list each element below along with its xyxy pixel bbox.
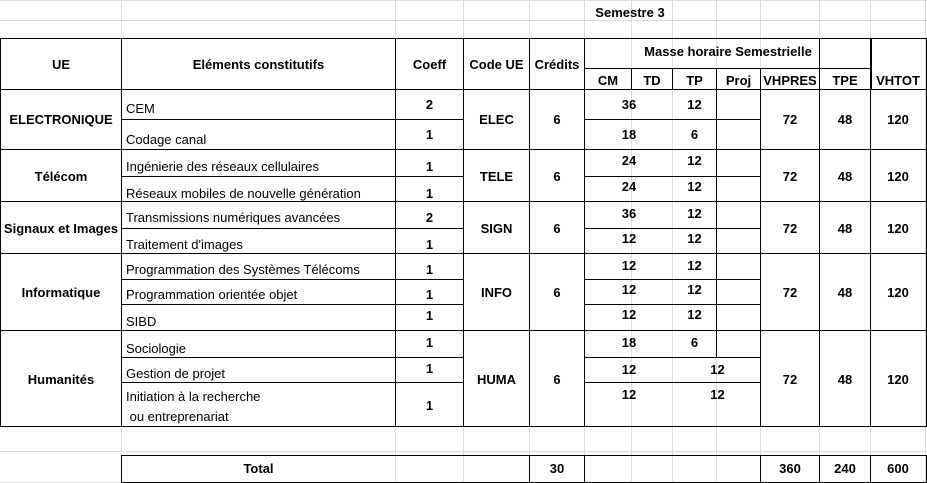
code-ue: ELEC [479,112,514,127]
total-tpe: 240 [834,460,856,476]
element-name: Réseaux mobiles de nouvelle génération [126,185,361,201]
gridline [0,451,927,452]
table-border [584,382,761,383]
element-name: Traitement d'images [126,236,243,252]
total-vhpres: 360 [779,460,801,476]
code-ue: INFO [480,285,513,300]
coeff-value: 1 [425,286,434,302]
code-ue: TELE [479,168,514,184]
coeff-value: 2 [425,96,434,112]
ue-name: Signaux et Images [3,220,119,236]
header-elements: Eléments constitutifs [192,56,325,72]
vhtot-value: 120 [887,285,909,300]
vhtot-value: 120 [887,220,909,236]
tp-value: 12 [710,361,725,377]
table-border [584,357,761,358]
tp-value: 12 [687,230,702,246]
header-td: TD [643,72,661,88]
ue-name: Informatique [21,285,101,300]
table-border [584,455,585,483]
semester-title: Semestre 3 [595,4,665,20]
table-border [121,228,464,229]
tp-value: 12 [687,257,702,273]
header-vhtot: VHTOT [876,72,920,88]
cm-value: 12 [621,257,637,273]
table-border [716,330,717,358]
cm-value: 12 [621,281,637,297]
tpe-value: 48 [837,168,853,184]
element-name: Programmation orientée objet [126,286,298,302]
coeff-value: 1 [425,360,434,376]
header-masse-horaire: Masse horaire Semestrielle [644,43,812,59]
element-name: Sociologie [126,340,186,356]
element-name-line1: Initiation à la recherche [126,388,261,404]
credits-value: 6 [553,285,561,300]
tp-value: 12 [687,281,702,297]
element-name: SIBD [126,313,157,329]
header-coeff: Coeff [412,56,447,72]
tp-value: 12 [710,386,725,402]
total-vhtot: 600 [887,460,909,476]
header-vhpres: VHPRES [763,72,817,88]
header-tpe: TPE [832,72,858,88]
ue-name: Humanités [27,371,95,387]
credits-value: 6 [553,220,561,236]
vhtot-value: 120 [887,112,909,127]
coeff-value: 1 [425,334,434,350]
tpe-value: 48 [837,220,853,236]
tp-value: 12 [687,152,702,168]
cm-value: 12 [621,306,637,322]
element-name: Ingénierie des réseaux cellulaires [126,158,319,174]
header-code-ue: Code UE [469,56,524,72]
coeff-value: 1 [425,185,434,201]
tpe-value: 48 [837,112,853,127]
header-cm: CM [597,72,619,88]
tp-value: 12 [687,205,702,221]
header-proj: Proj [725,72,752,88]
coeff-value: 1 [425,261,434,277]
code-ue: SIGN [480,220,513,236]
tpe-value: 48 [837,371,853,387]
table-border [121,279,464,280]
cm-value: 24 [621,178,637,194]
tp-value: 6 [690,126,699,142]
cm-value: 18 [621,126,637,142]
ue-name: Télécom [34,168,88,184]
total-label: Total [243,460,274,476]
vhtot-value: 120 [887,371,909,387]
coeff-value: 1 [425,307,434,323]
cm-value: 12 [621,386,637,402]
code-ue: HUMA [477,371,516,387]
vhpres-value: 72 [782,371,798,387]
ue-name: ELECTRONIQUE [9,112,113,127]
element-name-line2: ou entreprenariat [126,408,229,424]
element-name: Gestion de projet [126,365,226,381]
coeff-value: 1 [425,236,434,252]
coeff-value: 1 [425,126,434,142]
table-border [121,176,464,177]
vhpres-value: 72 [782,168,798,184]
cm-value: 36 [621,96,637,112]
tpe-value: 48 [837,285,853,300]
cm-value: 18 [621,334,637,350]
tp-value: 6 [690,334,699,350]
header-tp: TP [686,72,703,88]
total-credits: 30 [549,460,565,476]
gridline [0,20,927,21]
cm-value: 12 [621,361,637,377]
credits-value: 6 [553,112,561,127]
credits-value: 6 [553,168,561,184]
vhpres-value: 72 [782,112,798,127]
element-name: Codage canal [126,131,207,147]
table-border [716,89,717,331]
table-border [585,68,872,69]
vhpres-value: 72 [782,285,798,300]
header-ue: UE [51,56,71,72]
credits-value: 6 [553,371,561,387]
header-credits: Crédits [534,56,580,72]
element-name: Programmation des Systèmes Télécoms [126,261,360,277]
table-border [584,119,761,120]
cm-value: 24 [621,152,637,168]
tp-value: 12 [687,178,702,194]
tp-value: 12 [687,96,702,112]
coeff-value: 1 [425,397,434,413]
coeff-value: 1 [425,158,434,174]
vhpres-value: 72 [782,220,798,236]
table-border [0,38,1,427]
cm-value: 12 [621,230,637,246]
coeff-value: 2 [425,209,434,225]
element-name: CEM [126,100,155,116]
tp-value: 12 [687,306,702,322]
vhtot-value: 120 [887,168,909,184]
element-name: Transmissions numériques avancées [126,209,341,225]
cm-value: 36 [621,205,637,221]
gridline [0,0,927,1]
